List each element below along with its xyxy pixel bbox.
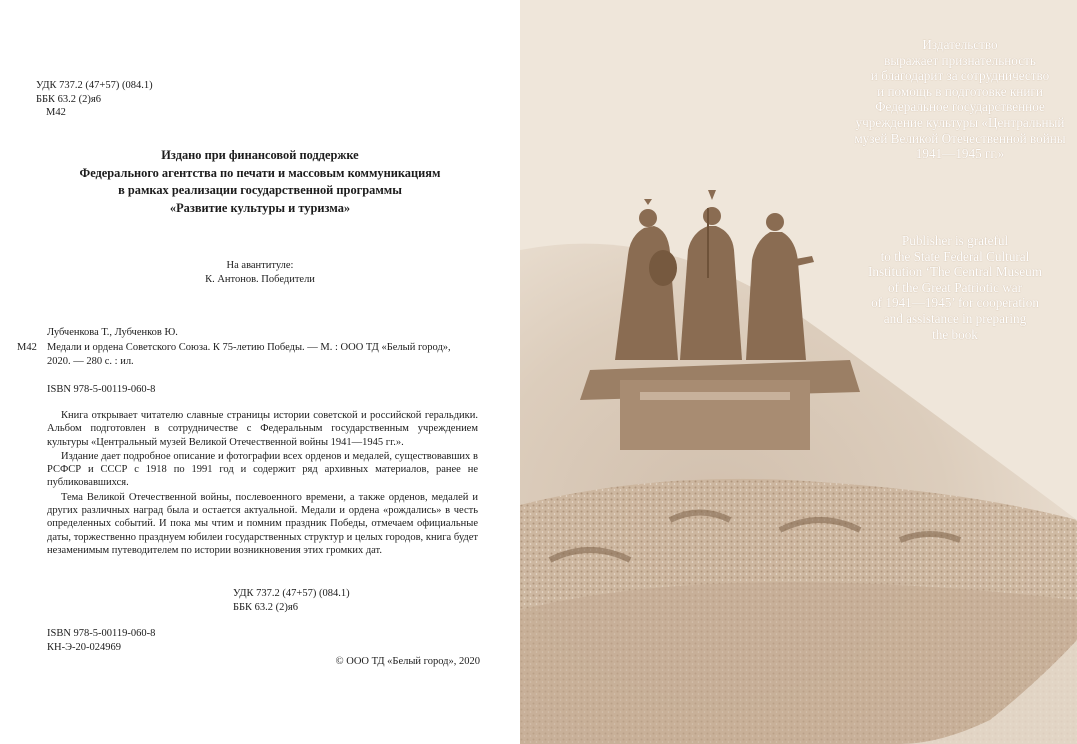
bib-details: 2020. — 280 с. : ил. (47, 356, 134, 367)
acknowledgment-english (850, 233, 1060, 342)
bottom-codes (47, 627, 155, 654)
annotation-paragraph: Тема Великой Отечественной войны, послевоенного времени, а также орденов, медалей и других различных наград была и остается актуальной. Медали и ордена «рождались» в честь определенных событий. И пока мы чтим и помним праздник Победы, отмечаем официальные даты, торжественно празднуем юбилеи государственных структур и целых городов, книга будет незаменимым путеводителем по истории возникновения этих громких дат. (47, 491, 478, 556)
acknowledgment-russian (850, 37, 1070, 162)
udk-code: УДК 737.2 (47+57) (084.1) (36, 80, 153, 91)
ack-ru-line: Издательство (922, 37, 998, 52)
ack-en-line: Publisher is grateful (901, 233, 1009, 248)
bib-title: Медали и ордена Советского Союза. К 75-летию Победы. — М. : ООО ТД «Белый город», (47, 342, 451, 353)
frontispiece-label: На авантитуле: (226, 260, 294, 271)
author-mark: М42 (46, 107, 66, 118)
bib-authors: Лубченкова Т., Лубченков Ю. (47, 327, 178, 338)
bottom-classification (233, 587, 350, 614)
ack-ru-line: музей Великой Отечественной войны (854, 130, 1066, 146)
copyright: © ООО ТД «Белый город», 2020 (335, 656, 480, 667)
frontispiece-note (130, 259, 390, 286)
funding-line: Издано при финансовой поддержке (161, 148, 359, 162)
funding-line: в рамках реализации государственной программы (118, 183, 402, 197)
ack-ru-line: и помощь в подготовке книги (877, 83, 1043, 99)
funding-statement (40, 147, 480, 217)
udk-code: УДК 737.2 (47+57) (084.1) (233, 588, 350, 599)
funding-line: Федерального агентства по печати и массовым коммуникациям (79, 165, 441, 180)
kn-code: КН-Э-20-024969 (47, 641, 122, 653)
ack-en-line: Institution ‘The Central Museum (868, 264, 1042, 280)
ack-en-line: to the State Federal Cultural (880, 248, 1030, 264)
ack-ru-line: учреждение культуры «Центральный (855, 114, 1065, 130)
bib-mark: М42 (17, 342, 37, 353)
ack-en-line: and assistance in preparing (883, 310, 1027, 326)
bib-isbn: ISBN 978-5-00119-060-8 (47, 384, 156, 395)
ack-en-line: of the Great Patriotic war (887, 279, 1023, 295)
ack-ru-line: Федеральное государственное (875, 99, 1045, 115)
isbn-code: ISBN 978-5-00119-060-8 (47, 628, 156, 639)
annotation (47, 409, 478, 557)
ack-ru-line: и благодарит за сотрудничество (870, 68, 1050, 84)
flower-bed (520, 479, 1077, 744)
classification-block (36, 79, 153, 120)
ack-en-line: of 1941—1945’ for cooperation (871, 295, 1039, 311)
imprint-page (0, 0, 520, 744)
bbk-code: ББК 63.2 (2)я6 (36, 93, 102, 105)
funding-line: «Развитие культуры и туризма» (169, 200, 351, 215)
frontispiece-caption: К. Антонов. Победители (205, 273, 315, 285)
bbk-code: ББК 63.2 (2)я6 (233, 601, 299, 613)
acknowledgment-page (520, 0, 1077, 744)
ack-en-line: the book (932, 326, 978, 342)
ack-ru-line: выражает признательность (884, 52, 1036, 68)
annotation-paragraph: Издание дает подробное описание и фотографии всех орденов и медалей, существовавших в РСФСР и СССР с 1918 по 1991 год и содержит ряд архивных материалов, ранее не публиковавшихся. (47, 450, 478, 489)
annotation-paragraph: Книга открывает читателю славные страницы истории советской и российской геральдики. Альбом подготовлен в сотрудничестве с Федеральным государственным учреждением культуры «Центральный музей Великой Отечественной войны 1941—1945 гг.». (47, 410, 478, 448)
ack-ru-line: 1941—1945 гг.» (915, 146, 1005, 162)
